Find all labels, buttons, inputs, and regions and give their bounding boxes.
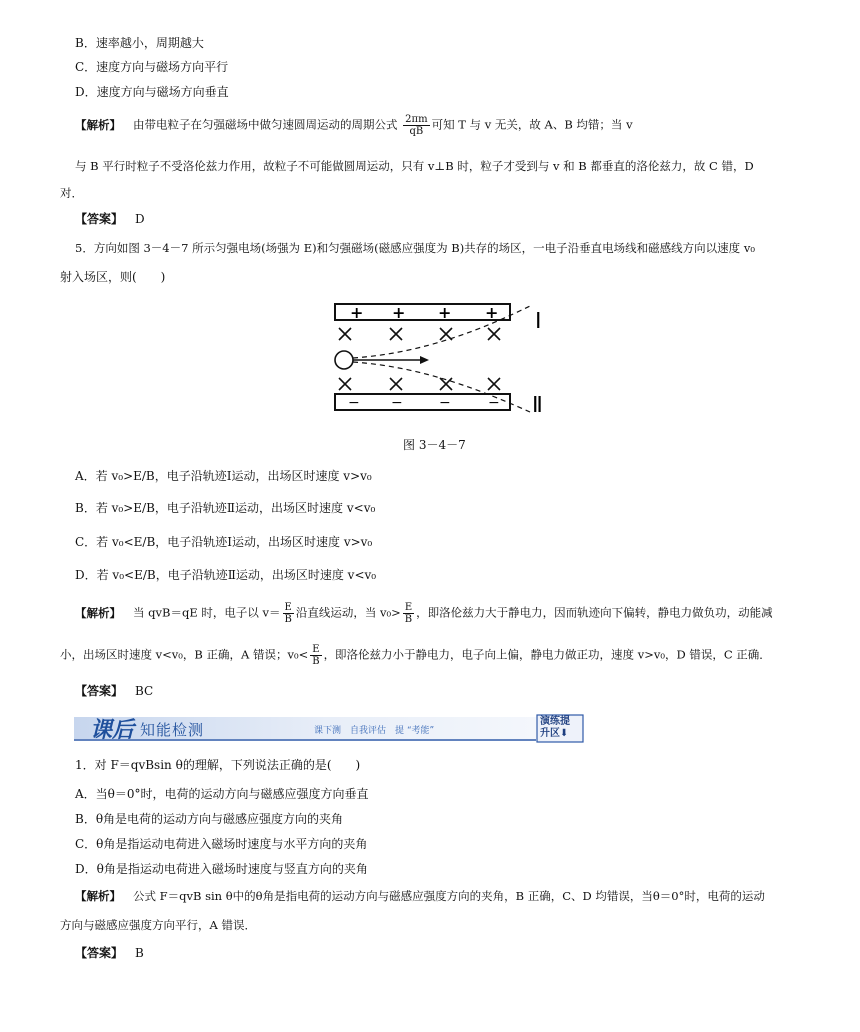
hw1-analysis-line1: 【解析】 公式 F＝qvB sin θ中的θ角是指电荷的运动方向与磁感应强度方向的夹角，B 正确，C、D 均错误，当θ＝0°时，电荷的运动 [75,889,765,903]
q4-option-d: D．速度方向与磁场方向垂直 [75,85,229,99]
answer-label: 【答案】 [75,212,124,226]
answer-value: D [135,212,145,226]
e-over-b-fraction: $\frac{E}{B}$ [284,602,292,625]
q5-answer [75,682,153,700]
e-over-b-fraction: $\frac{E}{B}$ [404,602,413,625]
hw1-answer [75,944,144,962]
q5-analysis-line2: 小，出场区时速度 v<v₀，B 正确，A 错误；v₀< $\frac{E}{B}$ ，即洛伦兹力小于静电力，电子向上偏，静电力做正功，速度 v>v₀，D 错误，C 正确． [60,644,771,667]
banner-badge-line1: 演练提 [540,716,570,727]
plus-sign: + [350,303,364,322]
trajectory-label-2: Ⅱ [532,392,543,417]
q4-analysis-line2: 与 B 平行时粒子不受洛伦兹力作用，故粒子不可能做圆周运动，只有 v⊥B 时，粒子才受到与 v 和 B 都垂直的洛伦兹力，故 C 错，D [75,159,754,173]
answer-value: B [135,946,144,960]
electron [335,351,353,369]
analysis-label: 【解析】 [75,889,121,903]
section-banner [74,713,584,743]
hw1-option-d: D．θ角是指运动电荷进入磁场时速度与竖直方向的夹角 [75,862,368,876]
field-diagram [325,298,560,418]
q5-option-a: A．若 v₀>E/B，电子沿轨迹Ⅰ运动，出场区时速度 v>v₀ [75,469,372,483]
q5-stem-line2: 射入场区，则( ) [60,270,166,284]
minus-sign: − [488,395,500,411]
q5-analysis-line1: 【解析】 当 qvB＝qE 时，电子以 v＝ $\frac{E}{B}$ 沿直线运动，当 v₀> $\frac{E}{B}$ ，即洛伦兹力大于静电力，因而轨迹向下偏转，静电力做负功，动能减 [75,602,773,625]
hw1-option-a: A．当θ＝0°时，电荷的运动方向与磁感应强度方向垂直 [75,787,369,801]
answer-value: BC [135,684,154,698]
hw1-analysis-line2: 方向与磁感应强度方向平行，A 错误． [60,918,256,932]
plus-sign: + [392,303,406,322]
banner-title-small: 知能检测 [140,721,205,739]
q5-option-c: C．若 v₀<E/B，电子沿轨迹Ⅰ运动，出场区时速度 v>v₀ [75,535,373,549]
q5-stem-line1: 5．方向如图 3－4－7 所示匀强电场(场强为 E)和匀强磁场(磁感应强度为 B)共存的场区，一电子沿垂直电场线和磁感线方向以速度 v₀ [75,241,755,255]
hw1-option-c: C．θ角是指运动电荷进入磁场时速度与水平方向的夹角 [75,837,368,851]
figure-caption: 图 3－4－7 [403,438,466,452]
negative-plate [335,394,510,410]
q5-option-b: B．若 v₀>E/B，电子沿轨迹Ⅱ运动，出场区时速度 v<v₀ [75,501,376,515]
analysis-label: 【解析】 [75,117,121,132]
trajectory-label-1: Ⅰ [535,308,542,333]
minus-sign: − [439,395,451,411]
minus-sign: − [391,395,403,411]
banner-badge-line2: 升区⬇ [540,728,569,739]
e-over-b-fraction: $\frac{E}{B}$ [312,644,320,667]
q5-option-d: D．若 v₀<E/B，电子沿轨迹Ⅱ运动，出场区时速度 v<v₀ [75,568,377,582]
hw1-stem: 1．对 F＝qvBsin θ的理解，下列说法正确的是( ) [75,758,361,772]
plus-sign: + [438,303,452,322]
period-fraction: $\frac{2\pi m}{qB}$ [405,114,428,137]
q4-option-c: C．速度方向与磁场方向平行 [75,60,229,74]
arrow-head [420,356,429,364]
q4-analysis-line1: 【解析】 由带电粒子在匀强磁场中做匀速圆周运动的周期公式 $\frac{2\pi m}{qB}$ 可知 T 与 v 无关，故 A、B 均错；当 v [75,114,633,137]
hw1-option-b: B．θ角是电荷的运动方向与磁感应强度方向的夹角 [75,812,344,826]
minus-sign: − [348,395,360,411]
q4-analysis-line3: 对． [60,186,83,200]
banner-title-big: 课后 [90,717,135,743]
plus-sign: + [485,303,499,322]
q4-answer [75,210,145,228]
magnetic-field-crosses [339,328,500,390]
analysis-label: 【解析】 [75,605,121,620]
answer-label: 【答案】 [75,684,124,698]
answer-label: 【答案】 [75,946,124,960]
banner-subtitle: 课下测 自我评估 提 “考能” [314,726,435,736]
q4-option-b: B．速率越小，周期越大 [75,36,204,50]
